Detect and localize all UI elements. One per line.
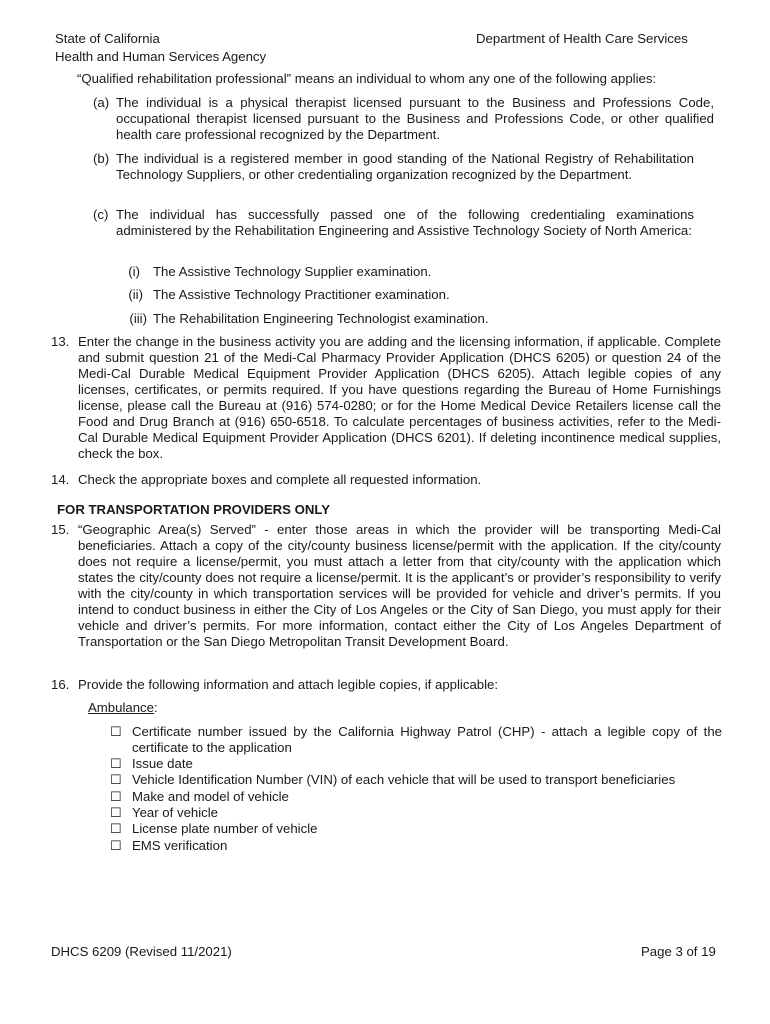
ambulance-subheading — [88, 700, 158, 716]
checklist-item-issue-date[interactable] — [110, 756, 722, 772]
header-agency — [55, 31, 266, 65]
checklist-item-year[interactable] — [110, 805, 722, 821]
checkbox[interactable]: ☐ — [110, 789, 122, 804]
item-15-number: 15. — [51, 522, 70, 537]
qualification-b-text: The individual is a registered member in good standing of the National Registry of Rehabilitation Technology Suppliers, or other credentialing organization recognized by the Department. — [116, 151, 694, 182]
checklist-text: EMS verification — [132, 838, 228, 853]
exam-i-text: The Assistive Technology Supplier examination. — [153, 264, 432, 279]
checkbox[interactable]: ☐ — [110, 805, 122, 820]
exam-iii-text: The Rehabilitation Engineering Technologist examination. — [153, 311, 489, 326]
exam-ii-label: (ii) — [128, 287, 143, 302]
footer-page-number: Page 3 of 19 — [641, 944, 716, 959]
item-14-number: 14. — [51, 472, 70, 487]
checkbox[interactable]: ☐ — [110, 838, 122, 853]
checklist-item-license-plate[interactable] — [110, 821, 722, 837]
ambulance-colon: : — [153, 700, 158, 715]
header-department: Department of Health Care Services — [476, 31, 688, 46]
checklist-text: Issue date — [132, 756, 193, 771]
checkbox[interactable]: ☐ — [110, 821, 122, 836]
section-heading-transportation: FOR TRANSPORTATION PROVIDERS ONLY — [57, 502, 331, 517]
exam-iii-label: (iii) — [129, 311, 147, 326]
checkbox[interactable]: ☐ — [110, 756, 122, 771]
header-agency-name: Health and Human Services Agency — [55, 49, 267, 64]
ambulance-label: Ambulance — [88, 700, 154, 715]
item-14-text: Check the appropriate boxes and complete all requested information. — [78, 472, 482, 487]
checkbox[interactable]: ☐ — [110, 772, 122, 787]
checklist-text: Make and model of vehicle — [132, 789, 289, 804]
item-13-number: 13. — [51, 334, 70, 349]
checklist-item-chp-certificate[interactable] — [110, 724, 722, 756]
qualification-c-text: The individual has successfully passed one of the following credentialing examinations administered by the Rehabilitation Engineering and Assistive Technology Society of North America: — [116, 207, 694, 238]
qualification-a-label: (a) — [93, 95, 110, 110]
item-16-number: 16. — [51, 677, 70, 692]
qualification-c-label: (c) — [93, 207, 109, 222]
footer-form-id: DHCS 6209 (Revised 11/2021) — [51, 944, 232, 959]
qualification-b-label: (b) — [93, 151, 110, 166]
checklist-text: Year of vehicle — [132, 805, 219, 820]
item-15-text: “Geographic Area(s) Served” - enter those areas in which the provider will be transporting Medi-Cal beneficiaries. Attach a copy of the city/county business license/permit with the application. If the city/county does not require a license/permit, you must attach a letter from that city/county with the application which states the city/county does not require a license/permit. It is the applicant’s or provider’s responsibility to verify with the city/county in which transportation services will be provided for vehicle and driver’s permits. If you intend to conduct business in either the City of Los Angeles or the City of San Diego, you must apply for their vehicle and driver’s permits. For more information, contact either the City of Los Angeles Department of Transportation or the San Diego Metropolitan Transit Development Board. — [78, 522, 721, 649]
checkbox[interactable]: ☐ — [110, 724, 122, 739]
checklist-text: Vehicle Identification Number (VIN) of each vehicle that will be used to transport beneficiaries — [132, 772, 676, 787]
checklist-text: License plate number of vehicle — [132, 821, 318, 836]
header-state: State of California — [55, 31, 160, 46]
intro-paragraph: “Qualified rehabilitation professional” means an individual to whom any one of the following applies: — [77, 71, 657, 86]
exam-i-label: (i) — [128, 264, 140, 279]
exam-ii-text: The Assistive Technology Practitioner examination. — [153, 287, 450, 302]
checklist-item-ems-verification[interactable] — [110, 838, 722, 854]
checklist-item-vin[interactable] — [110, 772, 722, 788]
checklist-text: Certificate number issued by the California Highway Patrol (CHP) - attach a legible copy of the certificate to the application — [132, 724, 722, 755]
checklist-item-make-model[interactable] — [110, 789, 722, 805]
qualification-a-text: The individual is a physical therapist licensed pursuant to the Business and Professions Code, occupational therapist licensed pursuant to the Business and Professions Code, or other qualified health care professional recognized by the Department. — [116, 95, 714, 142]
item-16-text: Provide the following information and attach legible copies, if applicable: — [78, 677, 499, 692]
item-13-text: Enter the change in the business activity you are adding and the licensing information, if applicable. Complete and submit question 21 of the Medi-Cal Pharmacy Provider Application (DHCS 6205) or question 24 of the Medi-Cal Durable Medical Equipment Provider Application (DHCS 6205). Attach legible copies of any licenses, certificates, or permits required. If you have questions regarding the Bureau of Home Furnishings license, please call the Bureau at (916) 574-0280; or for the Home Medical Device Retailers license call the Food and Drug Branch at (916) 650-6518. To calculate percentages of business activities, refer to the Medi-Cal Durable Medical Equipment Provider Application (DHCS 6201). If deleting incontinence medical supplies, check the box. — [78, 334, 721, 461]
